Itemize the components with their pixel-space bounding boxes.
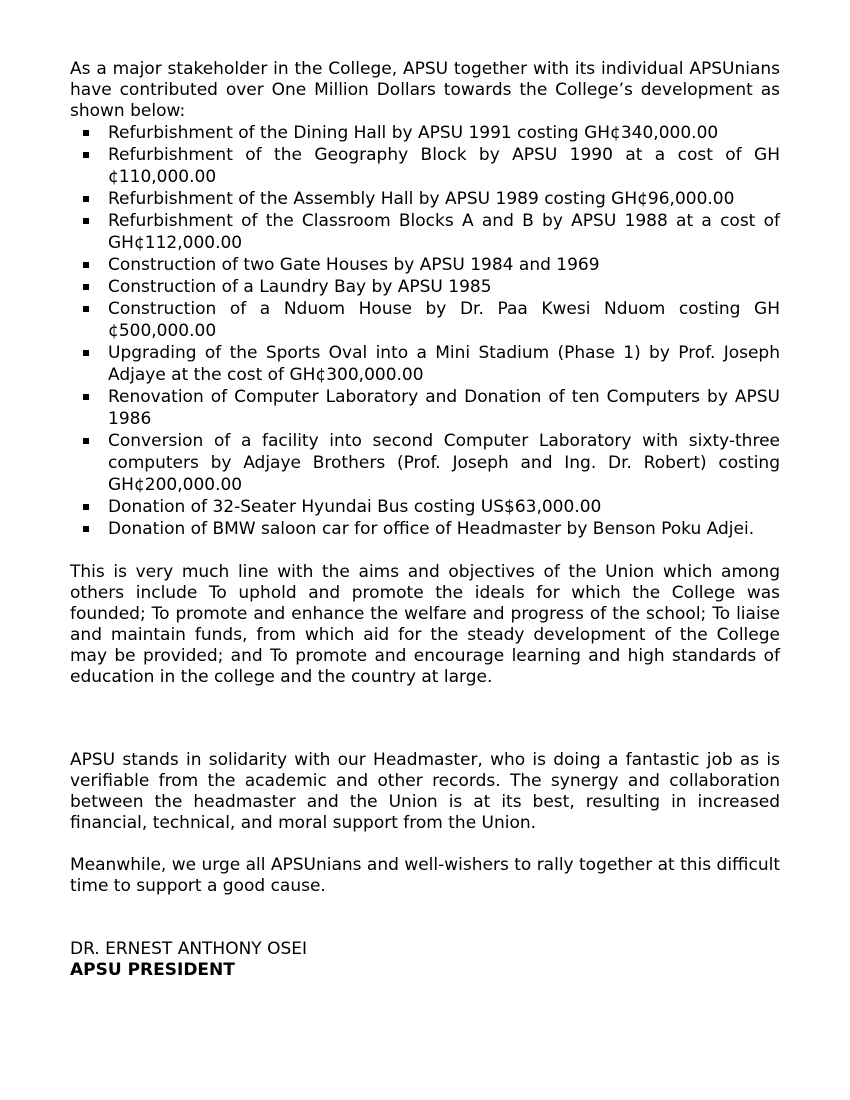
square-bullet-icon <box>83 394 89 400</box>
list-item <box>70 254 780 276</box>
square-bullet-icon <box>83 306 89 312</box>
square-bullet-icon <box>83 130 89 136</box>
list-item <box>70 122 780 144</box>
spacer <box>70 834 780 855</box>
list-item-text: Refurbishment of the Classroom Blocks A and B by APSU 1988 at a cost of GH¢112,000.00 <box>108 211 780 253</box>
list-item <box>70 496 780 518</box>
square-bullet-icon <box>83 504 89 510</box>
square-bullet-icon <box>83 262 89 268</box>
intro-paragraph: As a major stakeholder in the College, APSU together with its individual APSUnians have contributed over One Million Dollars towards the College’s development as shown below: <box>70 59 780 121</box>
appeal-paragraph: Meanwhile, we urge all APSUnians and well-wishers to rally together at this difficult time to support a good cause. <box>70 855 780 896</box>
list-item-text: Upgrading of the Sports Oval into a Mini Stadium (Phase 1) by Prof. Joseph Adjaye at the cost of GH¢300,000.00 <box>108 343 780 385</box>
signatory-title: APSU PRESIDENT <box>70 960 235 980</box>
square-bullet-icon <box>83 284 89 290</box>
list-item-text: Construction of a Laundry Bay by APSU 1985 <box>108 277 492 297</box>
aims-paragraph: This is very much line with the aims and objectives of the Union which among others include To uphold and promote the ideals for which the College was founded; To promote and enhance the welfare and progress of the school; To liaise and maintain funds, from which aid for the steady development of the College may be provided; and To promote and encourage learning and high standards of education in the college and the country at large. <box>70 562 780 687</box>
list-item <box>70 210 780 254</box>
list-item-text: Renovation of Computer Laboratory and Donation of ten Computers by APSU 1986 <box>108 387 780 429</box>
spacer <box>70 897 780 939</box>
square-bullet-icon <box>83 526 89 532</box>
list-item-text: Construction of two Gate Houses by APSU 1984 and 1969 <box>108 255 600 275</box>
list-item-text: Donation of BMW saloon car for office of Headmaster by Benson Poku Adjei. <box>108 519 755 539</box>
list-item <box>70 386 780 430</box>
list-item <box>70 276 780 298</box>
list-item <box>70 430 780 496</box>
contributions-list <box>70 122 780 540</box>
list-item <box>70 518 780 540</box>
list-item-text: Refurbishment of the Assembly Hall by APSU 1989 costing GH¢96,000.00 <box>108 189 735 209</box>
signatory-name: DR. ERNEST ANTHONY OSEI <box>70 939 308 959</box>
list-item <box>70 342 780 386</box>
square-bullet-icon <box>83 218 89 224</box>
square-bullet-icon <box>83 350 89 356</box>
square-bullet-icon <box>83 152 89 158</box>
list-item-text: Refurbishment of the Dining Hall by APSU 1991 costing GH¢340,000.00 <box>108 123 719 143</box>
square-bullet-icon <box>83 196 89 202</box>
spacer <box>70 688 780 750</box>
solidarity-paragraph: APSU stands in solidarity with our Headmaster, who is doing a fantastic job as is verifiable from the academic and other records. The synergy and collaboration between the headmaster and the Union is at its best, resulting in increased financial, technical, and moral support from the Union. <box>70 750 780 833</box>
list-item-text: Refurbishment of the Geography Block by APSU 1990 at a cost of GH ¢110,000.00 <box>108 145 780 187</box>
list-item-text: Donation of 32-Seater Hyundai Bus costing US$63,000.00 <box>108 497 602 517</box>
list-item <box>70 188 780 210</box>
list-item <box>70 298 780 342</box>
square-bullet-icon <box>83 438 89 444</box>
list-item <box>70 144 780 188</box>
list-item-text: Conversion of a facility into second Computer Laboratory with sixty-three computers by Adjaye Brothers (Prof. Joseph and Ing. Dr. Robert) costing GH¢200,000.00 <box>108 431 780 495</box>
list-item-text: Construction of a Nduom House by Dr. Paa Kwesi Nduom costing GH ¢500,000.00 <box>108 299 780 341</box>
